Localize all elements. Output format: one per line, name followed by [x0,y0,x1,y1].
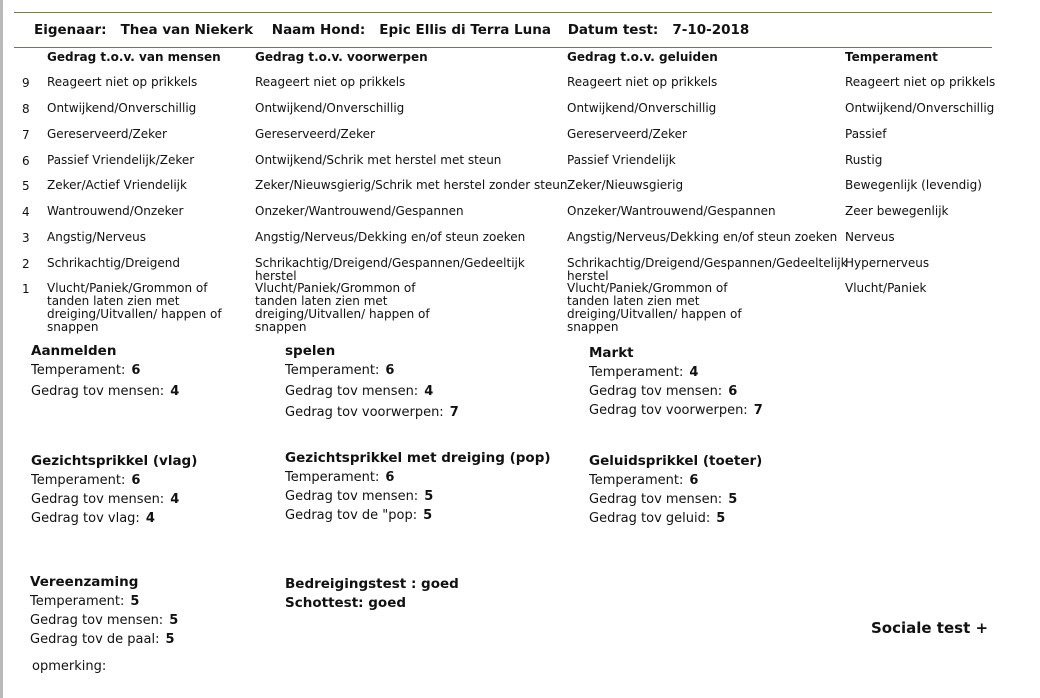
page-edge [0,0,3,698]
header-rule [14,47,992,48]
scale-cell: Passief [845,127,887,141]
scale-cell: Zeker/Nieuwsgierig/Schrik met herstel zonder steun [255,178,568,192]
result-line: Temperament: 6 [31,473,141,488]
dog-value: Epic Ellis di Terra Luna [379,22,551,38]
col-head-temperament: Temperament [845,50,938,64]
scale-cell: Zeer bewegenlijk [845,204,949,218]
result-extra-tests [285,575,459,613]
scale-cell: Onzeker/Wantrouwend/Gespannen [567,204,776,218]
scale-cell: Schrikachtig/Dreigend/Gespannen/Gedeeltijk herstel [255,256,525,283]
scale-cell: Ontwijkend/Schrik met herstel met steun [255,153,502,167]
scale-cell: Vlucht/Paniek/Grommon of tanden laten zien met dreiging/Uitvallen/ happen of snappen [47,281,222,334]
result-line: Gedrag tov mensen: 4 [285,384,434,399]
scale-number: 8 [22,102,30,116]
scale-cell: Vlucht/Paniek/Grommon of tanden laten zien met dreiging/Uitvallen/ happen of snappen [255,281,430,334]
result-title: Gezichtsprikkel (vlag) [31,453,198,469]
scale-cell: Zeker/Nieuwsgierig [567,178,684,192]
date-value: 7-10-2018 [672,22,750,38]
col-head-mensen: Gedrag t.o.v. van mensen [47,50,221,64]
scale-cell: Passief Vriendelijk [567,153,676,167]
scale-cell: Wantrouwend/Onzeker [47,204,184,218]
scale-cell: Passief Vriendelijk/Zeker [47,153,195,167]
scale-cell: Nerveus [845,230,895,244]
result-line: Gedrag tov vlag: 4 [31,511,155,526]
result-vlag [31,452,197,528]
scale-cell: Reageert niet op prikkels [567,75,718,89]
scale-number: 7 [22,128,30,142]
scale-cell: Gereserveerd/Zeker [255,127,375,141]
result-title: spelen [285,343,336,359]
scale-number: 6 [22,154,30,168]
scale-number: 2 [22,257,30,271]
schottest-result: Schottest: goed [285,595,407,611]
col-head-geluiden: Gedrag t.o.v. geluiden [567,50,718,64]
result-line: Gedrag tov mensen: 4 [31,384,180,399]
result-title: Vereenzaming [30,574,139,590]
result-line: Gedrag tov mensen: 4 [31,492,180,507]
scale-cell: Bewegenlijk (levendig) [845,178,982,192]
result-line: Temperament: 6 [31,363,141,378]
owner-value: Thea van Niekerk [120,22,254,38]
owner-label: Eigenaar: [34,22,107,38]
scale-cell: Vlucht/Paniek [845,281,927,295]
result-line: Temperament: 6 [285,470,395,485]
scale-cell: Ontwijkend/Onverschillig [567,101,717,115]
scale-number: 9 [22,76,30,90]
scale-cell: Ontwijkend/Onverschillig [47,101,197,115]
scale-cell: Schrikachtig/Dreigend [47,256,180,270]
scale-cell: Zeker/Actief Vriendelijk [47,178,187,192]
result-line: Gedrag tov geluid: 5 [589,511,726,526]
scale-cell: Gereserveerd/Zeker [567,127,687,141]
result-markt [589,344,763,420]
scale-cell: Hypernerveus [845,256,930,270]
scale-cell: Ontwijkend/Onverschillig [845,101,995,115]
result-aanmelden [31,342,179,401]
result-vereenzaming [30,573,178,649]
result-line: Temperament: 4 [589,365,699,380]
scale-cell: Angstig/Nerveus [47,230,147,244]
result-line: Gedrag tov voorwerpen: 7 [589,403,763,418]
dog-label: Naam Hond: [271,22,366,38]
scale-cell: Reageert niet op prikkels [47,75,198,89]
scale-cell: Angstig/Nerveus/Dekking en/of steun zoeken [567,230,838,244]
date-label: Datum test: [567,22,659,38]
result-line: Gedrag tov de paal: 5 [30,632,175,647]
result-title: Geluidsprikkel (toeter) [589,453,763,469]
result-toeter [589,452,762,528]
col-head-voorwerpen: Gedrag t.o.v. voorwerpen [255,50,428,64]
result-line: Gedrag tov mensen: 5 [589,492,738,507]
result-line: Gedrag tov de "pop: 5 [285,508,433,523]
scale-number: 1 [22,282,30,296]
scale-number: 5 [22,179,30,193]
social-test-result: Sociale test + [871,619,989,637]
result-spelen [285,342,459,422]
result-line: Gedrag tov mensen: 5 [285,489,434,504]
scale-cell: Gereserveerd/Zeker [47,127,167,141]
result-line: Gedrag tov mensen: 5 [30,613,179,628]
scale-cell: Ontwijkend/Onverschillig [255,101,405,115]
scale-cell: Vlucht/Paniek/Grommon of tanden laten zien met dreiging/Uitvallen/ happen of snappen [567,281,742,334]
scale-cell: Onzeker/Wantrouwend/Gespannen [255,204,464,218]
header-line [34,22,749,38]
scale-cell: Angstig/Nerveus/Dekking en/of steun zoeken [255,230,526,244]
result-line: Temperament: 5 [30,594,140,609]
scale-cell: Schrikachtig/Dreigend/Gespannen/Gedeeltelijk herstel [567,256,848,283]
result-title: Markt [589,345,634,361]
result-title: Aanmelden [31,343,117,359]
scale-cell: Reageert niet op prikkels [845,75,996,89]
result-title: Gezichtsprikkel met dreiging (pop) [285,450,551,466]
top-rule [14,12,992,13]
result-pop [285,449,551,525]
scale-cell: Reageert niet op prikkels [255,75,406,89]
scale-cell: Rustig [845,153,883,167]
result-line: Temperament: 6 [589,473,699,488]
remark-label: opmerking: [32,659,107,674]
result-line: Gedrag tov mensen: 6 [589,384,738,399]
scale-number: 3 [22,231,30,245]
bedreigingstest-result: Bedreigingstest : goed [285,576,459,592]
result-line: Temperament: 6 [285,363,395,378]
result-line: Gedrag tov voorwerpen: 7 [285,405,459,420]
scale-number: 4 [22,205,30,219]
